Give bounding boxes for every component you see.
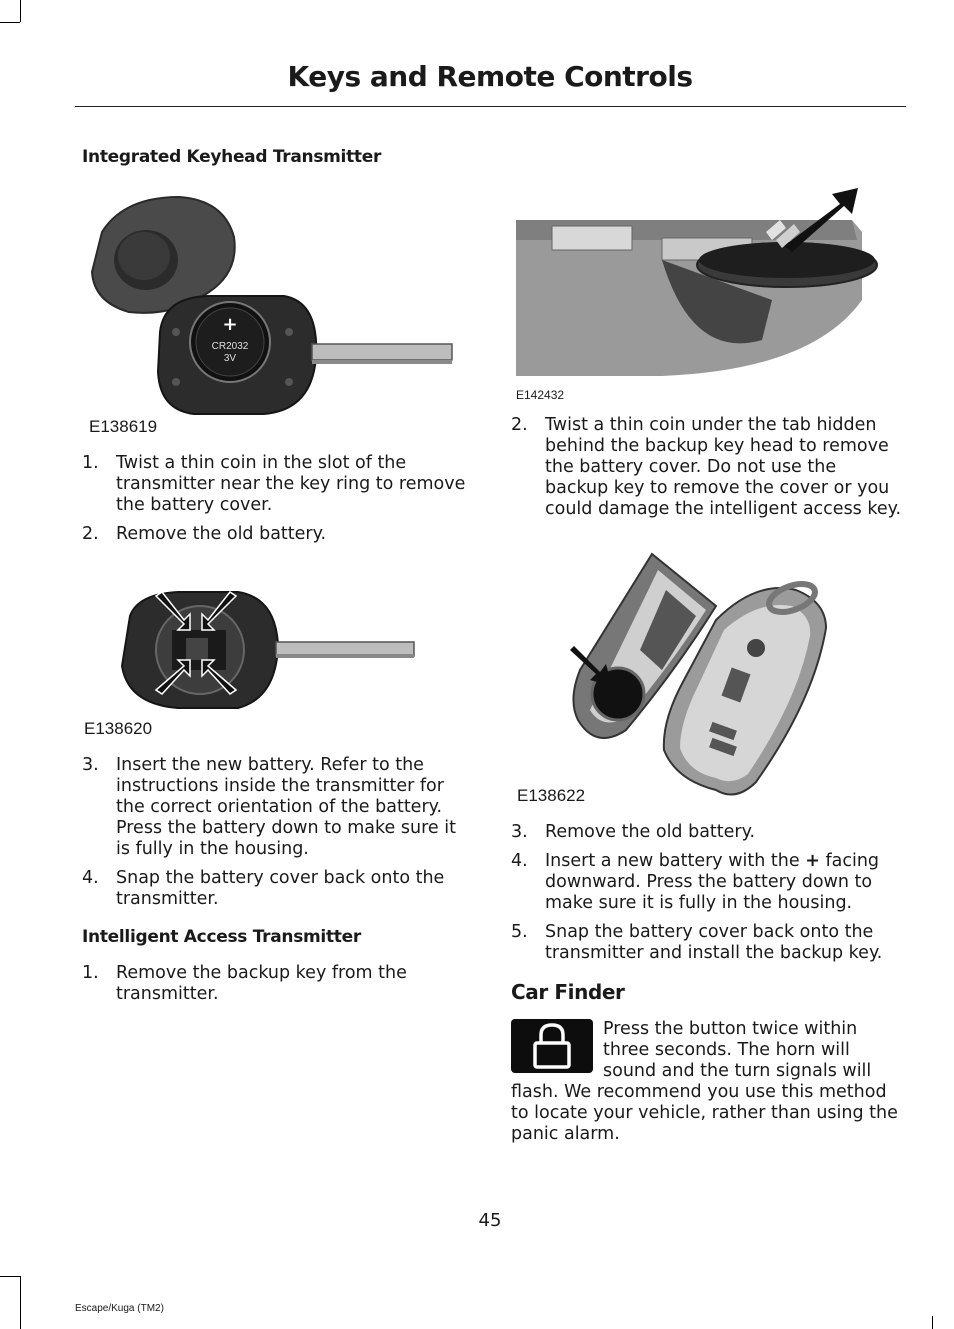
crop-mark xyxy=(20,1276,21,1329)
battery-plus-label: + xyxy=(222,314,238,335)
page-number: 45 xyxy=(478,1210,502,1231)
list-item-text-part: Insert a new battery with the xyxy=(545,851,800,871)
figure-keyhead-open xyxy=(84,192,456,418)
page-title: Keys and Remote Controls xyxy=(287,60,693,93)
list-item-text-part: facing downward. Press the battery down to make sure it is fully in the housing. xyxy=(545,851,880,913)
list-item-text: Remove the old battery. xyxy=(545,822,756,842)
heading-car-finder: Car Finder xyxy=(511,980,625,1004)
title-rule xyxy=(75,106,906,107)
list-item-text: Insert the new battery. Refer to the instructions inside the transmitter for the correct orientation of the battery. Press the battery down to make sure it is fully in the housing. xyxy=(116,755,456,859)
list-item-number: 5. xyxy=(511,922,528,942)
list-item-number: 3. xyxy=(511,822,528,842)
heading-intelligent-access: Intelligent Access Transmitter xyxy=(82,927,361,947)
crop-mark xyxy=(932,1316,933,1329)
list-item-number: 4. xyxy=(82,868,99,888)
crop-mark xyxy=(0,22,20,23)
figure-cover-removal xyxy=(512,180,884,380)
list-item-text: Snap the battery cover back onto the transmitter. xyxy=(116,868,445,909)
footer-model: Escape/Kuga (TM2) xyxy=(75,1303,164,1314)
figure-label-e138620: E138620 xyxy=(84,719,153,738)
figure-label-e142432: E142432 xyxy=(516,388,565,402)
list-item-text: Remove the old battery. xyxy=(116,524,327,544)
list-item-number: 2. xyxy=(511,415,528,435)
list-item-text: Remove the backup key from the transmitter. xyxy=(116,963,407,1004)
list-item-number: 1. xyxy=(82,453,99,473)
figure-label-e138622: E138622 xyxy=(517,786,586,805)
list-item-number: 3. xyxy=(82,755,99,775)
figure-label-e138619: E138619 xyxy=(89,417,158,436)
battery-voltage-label: 3V xyxy=(223,353,237,364)
car-finder-description xyxy=(511,1019,903,1145)
figure-intelligent-key-open xyxy=(566,550,834,802)
list-item-text: Twist a thin coin under the tab hidden behind the backup key head to remove the battery cover. Do not use the backup key to remove the cover or you could damage the intelligent access key. xyxy=(545,415,902,519)
list-item-text: Snap the battery cover back onto the transmitter and install the backup key. xyxy=(545,922,883,963)
list-item-number: 1. xyxy=(82,963,99,983)
list-item-text: Twist a thin coin in the slot of the transmitter near the key ring to remove the battery cover. xyxy=(116,453,466,515)
crop-mark xyxy=(20,0,21,22)
crop-mark xyxy=(0,1276,20,1277)
list-item-number: 2. xyxy=(82,524,99,544)
heading-keyhead-transmitter: Integrated Keyhead Transmitter xyxy=(82,147,382,167)
icon-spacer xyxy=(511,1019,603,1079)
figure-battery-removal xyxy=(118,586,418,714)
battery-model-label: CR2032 xyxy=(211,341,249,352)
plus-symbol: + xyxy=(805,851,820,871)
list-item-text xyxy=(545,851,903,914)
car-finder-text: Press the button twice within three seconds. The horn will sound and the turn signals will flash. We recommend you use this method to locate your vehicle, rather than using the panic alarm. xyxy=(511,1019,898,1144)
list-item-number: 4. xyxy=(511,851,528,871)
